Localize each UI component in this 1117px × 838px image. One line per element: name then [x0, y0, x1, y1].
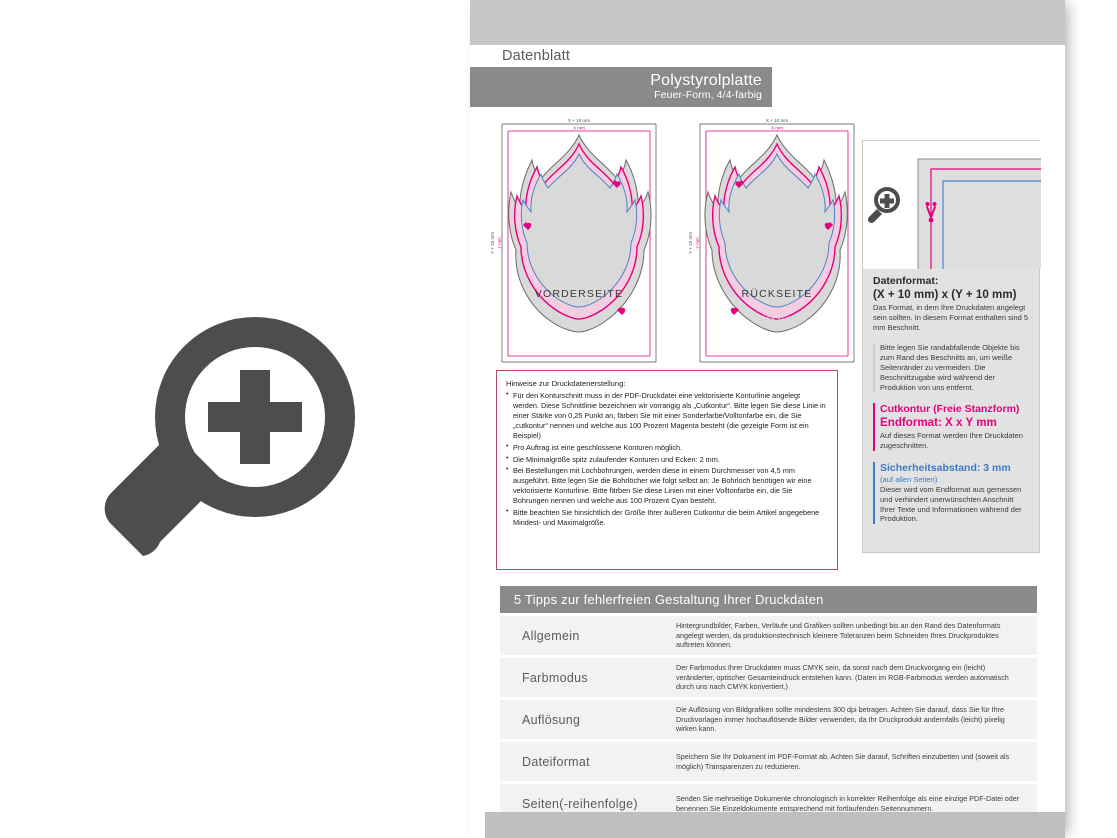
print-hints-list: [506, 391, 827, 528]
table-row: [500, 700, 1037, 739]
diagram-back: [682, 110, 872, 368]
cutkontur-heading: Cutkontur (Freie Stanzform): [880, 403, 1020, 416]
hint-item: • Pro Auftrag ist eine geschlossene Konturen möglich.: [506, 443, 827, 453]
corner-preview: [863, 141, 1041, 269]
print-hints-box: [496, 370, 838, 570]
dim-width-outer: X + 10 mm: [567, 118, 591, 123]
datenblatt-tab-label: Datenblatt: [502, 48, 571, 64]
sicherheitsabstand-heading: Sicherheitsabstand: 3 mm: [880, 461, 1011, 474]
sicherheitsabstand-block: [873, 462, 1029, 524]
page-title-band: [470, 67, 772, 107]
tip-label: Seiten(-reihenfolge): [522, 796, 638, 811]
page-top-band: [470, 0, 1065, 45]
dim-width-inner: X mm: [771, 125, 783, 131]
tip-label: Dateiformat: [522, 754, 590, 769]
back-watermark: RÜCKSEITE: [755, 316, 799, 323]
front-side-label: VORDERSEITE: [534, 288, 624, 300]
sicherheitsabstand-note: (auf allen Seiten): [880, 474, 938, 484]
hint-item: • Für den Konturschnitt muss in der PDF-Druckdatei eine vektorisierte Konturlinie angelegt werden. Diese Schnittlinie bezeichnen wir vorrangig als „Cutkontur“. Bitte legen Sie diese Linie in einer Stärke von 0,25 Punkt an, färben Sie mit einer Sonderfarbe/Volltonfarbe ein, die Sie „cutkontur“ nennen und welche aus 100 Prozent Magenta besteht (die gezeigte Form ist ein Beispiel): [506, 391, 827, 441]
hint-item: • Bei Bestellungen mit Lochbohrungen, werden diese in einem Durchmesser von 4,5 mm ausgeführt. Bitte legen Sie die Bohrlöcher wie folgt selbst an: Je Bohrloch benötigen wir eine vektorisierte Konturlinie. Bitte färben Sie diese Linien mit einer Volltonfarbe ein, die Sie Bohrungen nennen und welche aus 100 Prozent Cyan besteht.: [506, 466, 827, 506]
datenformat-text: Das Format, in dem Ihre Druckdaten angelegt sein sollten. In diesem Format enthalten sind 5 mm Beschnitt.: [873, 303, 1029, 332]
bleed-note-block: [873, 343, 1029, 392]
table-row: [500, 742, 1037, 781]
tip-label: Auflösung: [522, 712, 581, 727]
tip-text: Die Auflösung von Bildgrafiken sollte mindestens 300 dpi betragen. Achten Sie darauf, dass Sie für Ihre Druckvorlagen immer hochauflösende Bilder verwenden, da Ihr Druckprodukt andernfalls (leicht) pixelig wirken kann.: [676, 705, 1005, 734]
page-footer-band: [485, 812, 1065, 838]
tip-text: Hintergrundbilder, Farben, Verläufe und Grafiken sollten unbedingt bis an den Rand des Datenformats angelegt werden, da produktionstechnisch kleinere Toleranzen beim Schneiden Ihres Druckproduktes auftreten können.: [676, 621, 1001, 650]
tip-text: Der Farbmodus Ihrer Druckdaten muss CMYK sein, da sonst nach dem Druckvorgang ein (leicht) veränderter, optischer Gesamteindruck entstehen kann. (Daten im RGB-Farbmodus werden automatisch durch uns nach CMYK konvertiert.): [676, 663, 1009, 692]
dim-height-inner: Y mm: [695, 237, 700, 249]
tips-heading: [500, 586, 1037, 613]
format-info-panel: [862, 140, 1040, 553]
dim-height-outer: Y + 10 mm: [490, 231, 495, 255]
page-title: Polystyrolplatte: [650, 72, 762, 89]
hint-item: • Die Minimalgröße spitz zulaufender Konturen und Ecken: 2 mm.: [506, 455, 827, 465]
dim-height-outer: Y + 10 mm: [688, 231, 693, 255]
cutkontur-subheading: Endformat: X x Y mm: [880, 416, 997, 430]
bleed-note-text: Bitte legen Sie randabfallende Objekte bis zum Rand des Beschnitts an, um weiße Seitenränder zu vermeiden. Die Beschnittzugabe wird während der Produktion von uns entfernt.: [880, 343, 1020, 392]
tip-label: Allgemein: [522, 628, 580, 643]
cutkontur-block: [873, 403, 1029, 451]
print-hints-title: Hinweise zur Druckdatenerstellung:: [506, 379, 626, 388]
diagram-front: [484, 110, 674, 368]
cutkontur-text: Auf dieses Format werden Ihre Druckdaten zugeschnitten.: [880, 431, 1023, 451]
diagram-area: [484, 110, 874, 368]
datenformat-heading: Datenformat:: [873, 275, 939, 287]
dim-width-inner: X mm: [573, 125, 585, 131]
dim-width-outer: X + 10 mm: [765, 118, 789, 123]
magnifier-icon: [868, 189, 898, 223]
tip-text: Speichern Sie Ihr Dokument im PDF-Format ab. Achten Sie darauf, Schriften einzubetten und (soweit als möglich) Transparenzen zu reduzieren.: [676, 751, 1010, 771]
magnifier-plus-icon: [95, 310, 360, 565]
sicherheitsabstand-text: Dieser wird vom Endformat aus gemessen und verhindert unerwünschten Anschnitt Ihrer Texte und Informationen während der Produktion.: [880, 484, 1022, 524]
tip-text: Senden Sie mehrseitige Dokumente chronologisch in korrekter Reihenfolge als eine einzige PDF-Datei oder benennen Sie Einzeldokumente entsprechend mit fortlaufenden Seitennummern.: [676, 793, 1020, 813]
table-row: [500, 658, 1037, 697]
tips-heading-label: 5 Tipps zur fehlerfreien Gestaltung Ihrer Druckdaten: [514, 592, 824, 607]
datenformat-block: [873, 275, 1029, 332]
page-subtitle: Feuer-Form, 4/4-farbig: [654, 89, 762, 101]
datasheet-page: [470, 0, 1065, 838]
tip-label: Farbmodus: [522, 670, 588, 685]
dim-height-inner: Y mm: [497, 237, 502, 249]
datenblatt-tab[interactable]: [485, 45, 605, 67]
datenformat-formula: (X + 10 mm) x (Y + 10 mm): [873, 288, 1017, 301]
table-row: [500, 616, 1037, 655]
tips-table: [500, 586, 1037, 823]
back-side-label: RÜCKSEITE: [741, 288, 813, 300]
format-info-text: [863, 269, 1039, 543]
hint-item: • Bitte beachten Sie hinsichtlich der Größe Ihrer äußeren Cutkontur die beim Artikel angegebene Mindest- und Maximalgröße.: [506, 508, 827, 528]
